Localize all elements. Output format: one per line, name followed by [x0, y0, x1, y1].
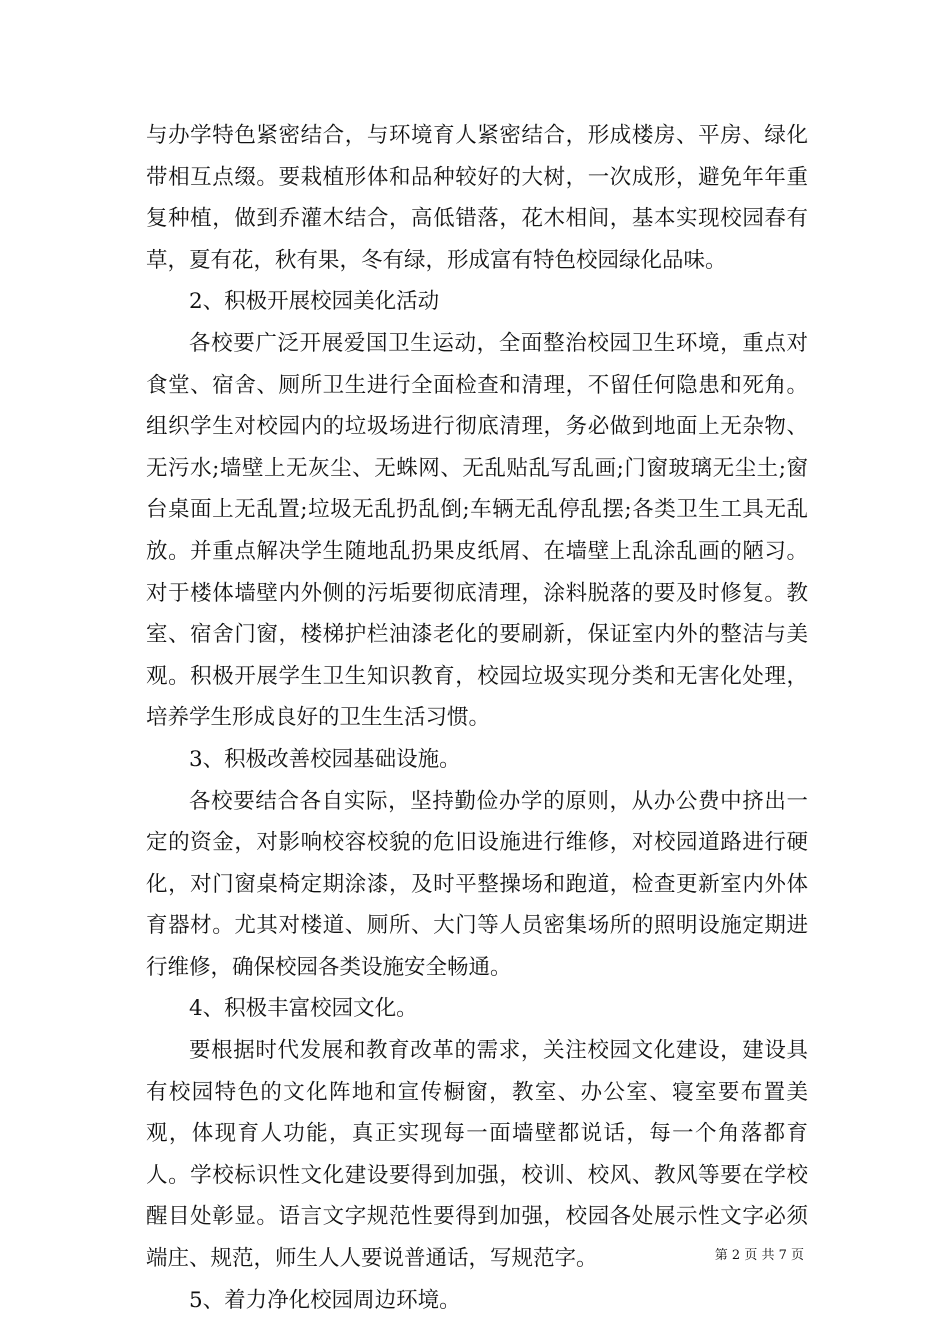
- paragraph-infrastructure: 各校要结合各自实际，坚持勤俭办学的原则，从办公费中挤出一定的资金，对影响校容校貌的危旧设施进行维修，对校园道路进行硬化，对门窗桌椅定期涂漆，及时平整操场和跑道，检查更新室内外体育器材。尤其对楼道、厕所、大门等人员密集场所的照明设施定期进行维修，确保校园各类设施安全畅通。: [146, 788, 808, 980]
- heading-campus-culture: 4、积极丰富校园文化。: [189, 996, 418, 1022]
- document-body: [146, 115, 808, 1321]
- paragraph-beautification-activities: 各校要广泛开展爱国卫生运动，全面整治校园卫生环境，重点对食堂、宿舍、厕所卫生进行全面检查和清理，不留任何隐患和死角。组织学生对校园内的垃圾场进行彻底清理，务必做到地面上无杂物、无污水;墙壁上无灰尘、无蛛网、无乱贴乱写乱画;门窗玻璃无尘土;窗台桌面上无乱置;垃圾无乱扔乱倒;车辆无乱停乱摆;各类卫生工具无乱放。并重点解决学生随地乱扔果皮纸屑、在墙壁上乱涂乱画的陋习。对于楼体墙壁内外侧的污垢要彻底清理，涂料脱落的要及时修复。教室、宿舍门窗，楼梯护栏油漆老化的要刷新，保证室内外的整洁与美观。积极开展学生卫生知识教育，校园垃圾实现分类和无害化处理，培养学生形成良好的卫生生活习惯。: [146, 330, 808, 731]
- heading-beautification-activities: 2、积极开展校园美化活动: [189, 289, 440, 315]
- heading-surroundings: 5、着力净化校园周边环境。: [189, 1287, 461, 1313]
- heading-infrastructure: 3、积极改善校园基础设施。: [189, 746, 461, 772]
- paragraph-campus-culture: 要根据时代发展和教育改革的需求，关注校园文化建设，建设具有校园特色的文化阵地和宣传橱窗，教室、办公室、寝室要布置美观，体现育人功能，真正实现每一面墙壁都说话，每一个角落都育人。学校标识性文化建设要得到加强，校训、校风、教风等要在学校醒目处彰显。语言文字规范性要得到加强，校园各处展示性文字必须端庄、规范，师生人人要说普通话，写规范字。: [146, 1038, 808, 1272]
- paragraph-greening-continued: 与办学特色紧密结合，与环境育人紧密结合，形成楼房、平房、绿化带相互点缀。要栽植形体和品种较好的大树，一次成形，避免年年重复种植，做到乔灌木结合，高低错落，花木相间，基本实现校园春有草，夏有花，秋有果，冬有绿，形成富有特色校园绿化品味。: [146, 123, 808, 273]
- page-number-indicator: 第 2 页 共 7 页: [714, 1248, 804, 1263]
